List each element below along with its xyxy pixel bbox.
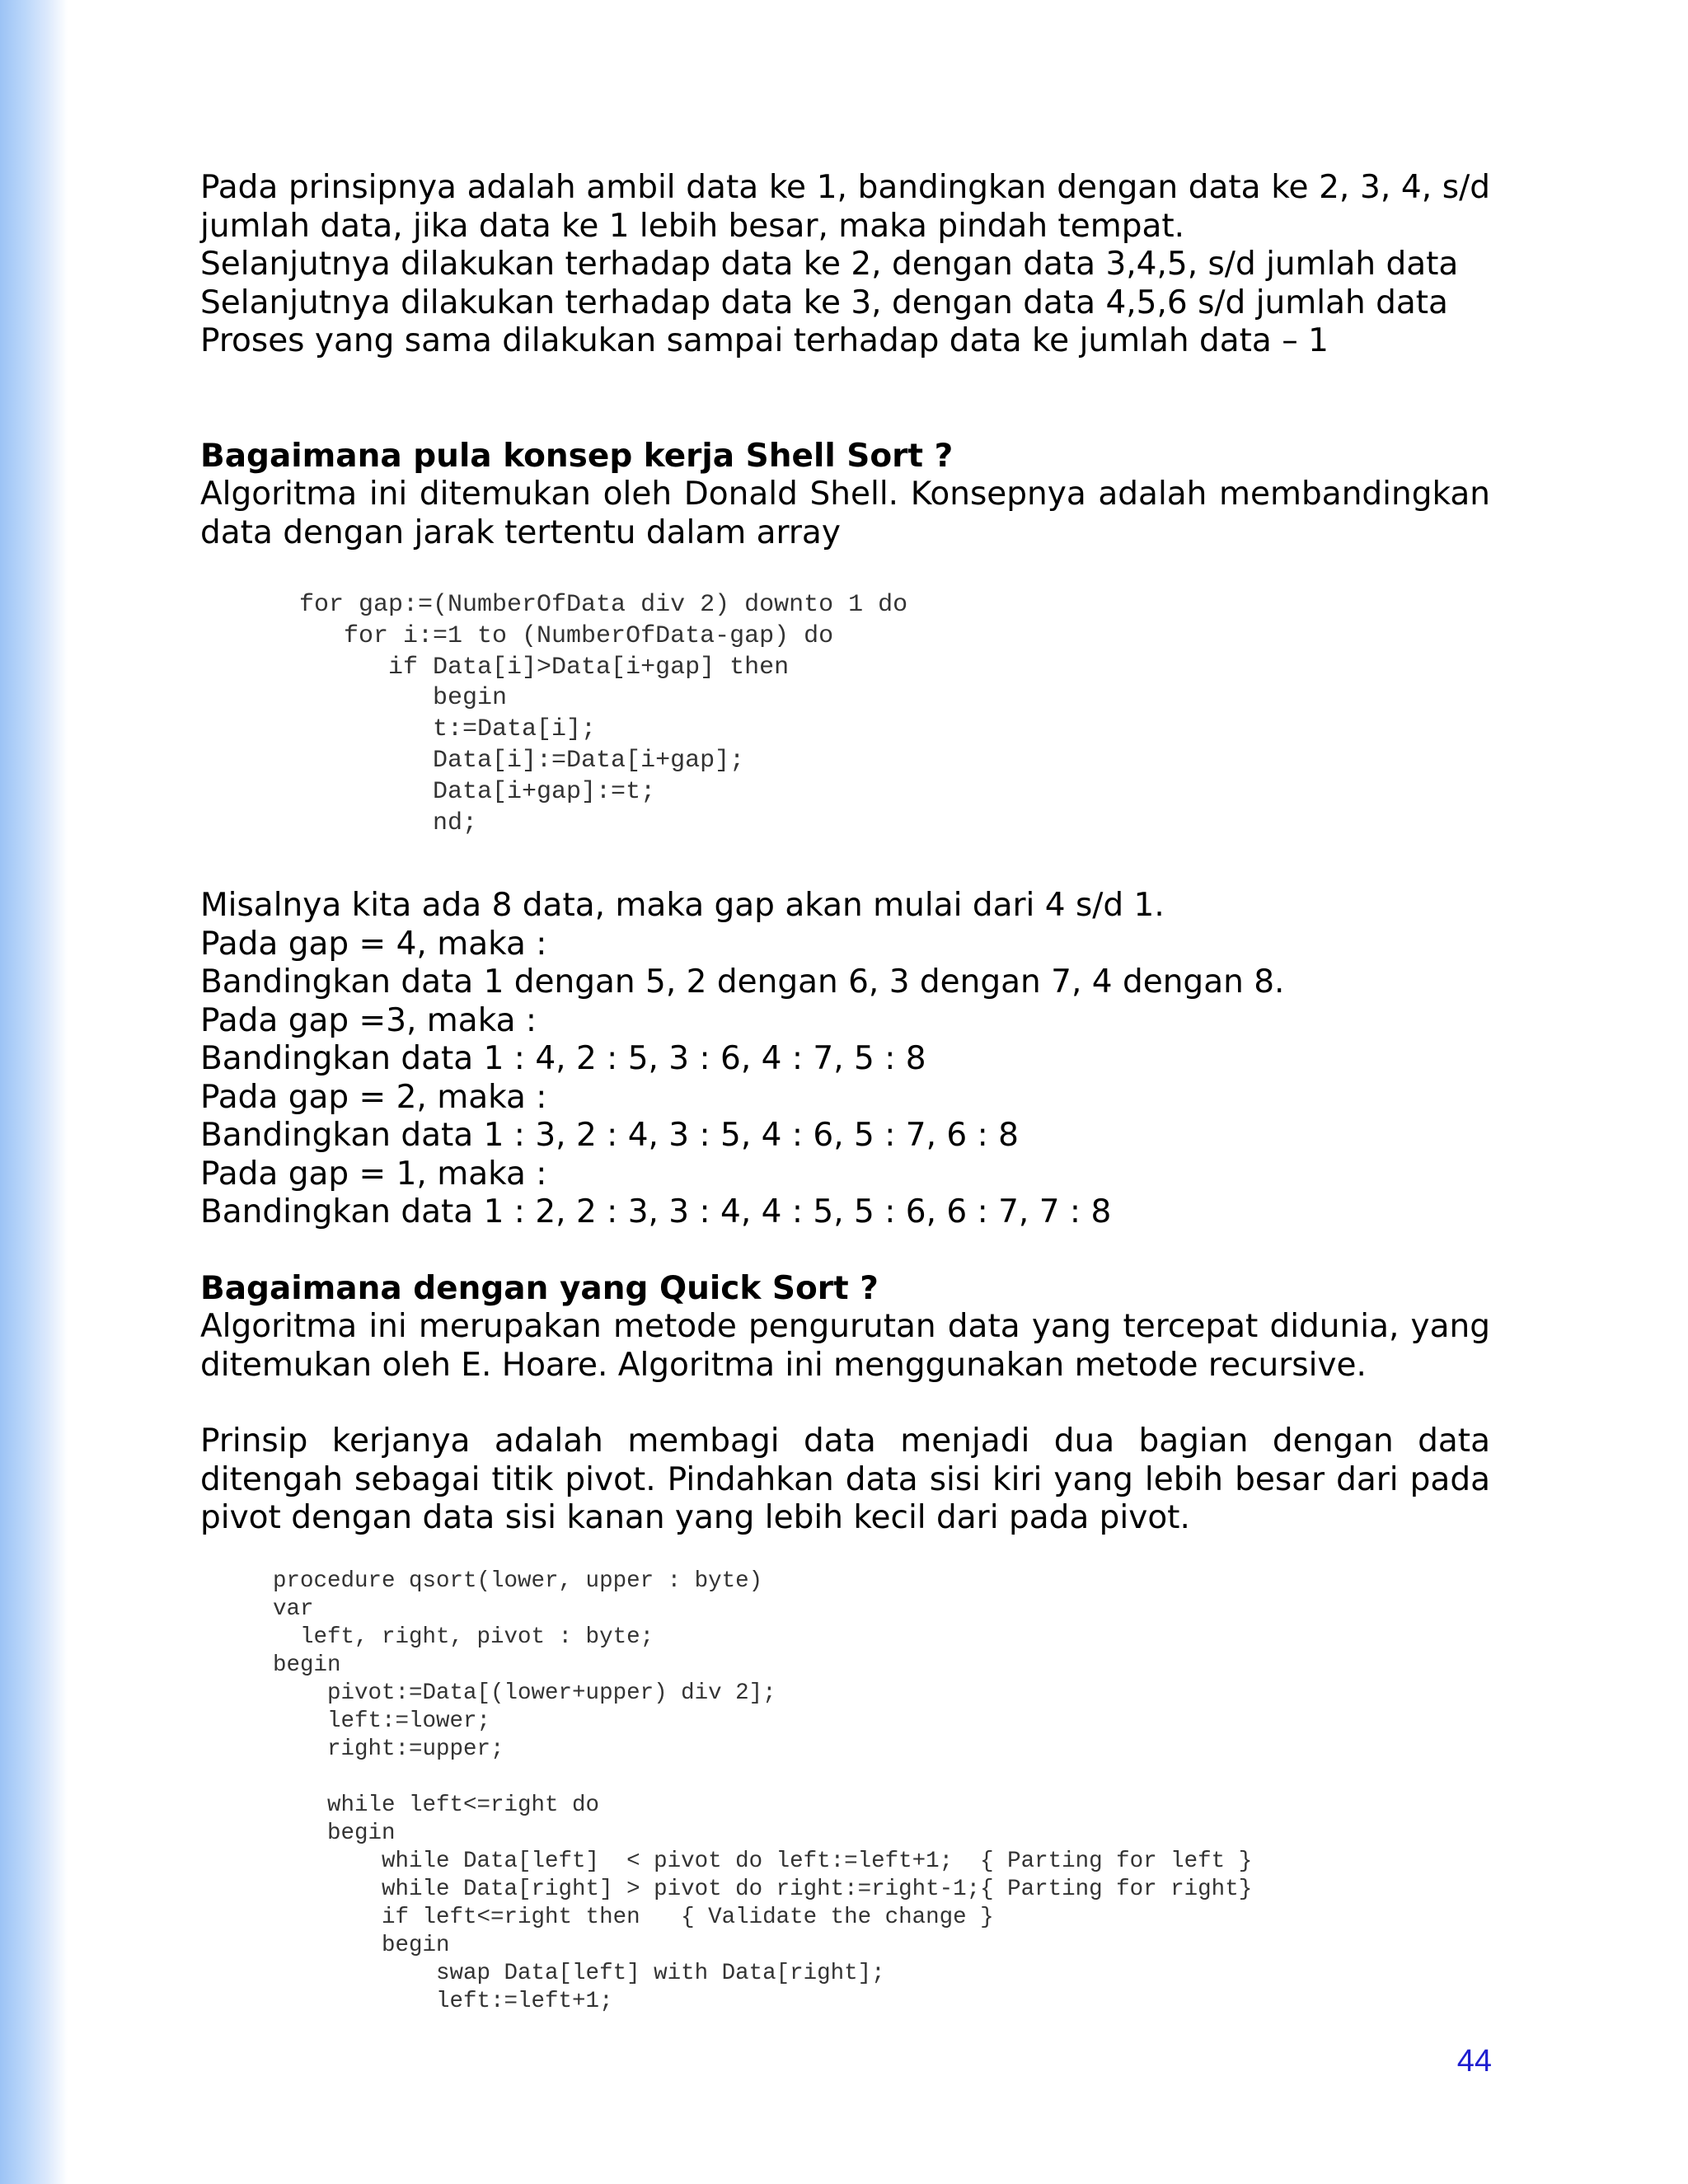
shell-example-line-3: Bandingkan data 1 dengan 5, 2 dengan 6, 3 dengan 7, 4 dengan 8. [200, 963, 1285, 1001]
shell-example-line-9: Bandingkan data 1 : 2, 2 : 3, 3 : 4, 4 : 5, 5 : 6, 6 : 7, 7 : 8 [200, 1193, 1112, 1231]
shell-example-line-4: Pada gap =3, maka : [200, 1001, 537, 1039]
quick-sort-paragraph-2: Prinsip kerjanya adalah membagi data menjadi dua bagian dengan data ditengah sebagai titik pivot. Pindahkan data sisi kiri yang lebih besar dari pada pivot dengan data sisi kanan yang lebih kecil dari pada pivot. [200, 1422, 1490, 1537]
intro-paragraph: Pada prinsipnya adalah ambil data ke 1, bandingkan dengan data ke 2, 3, 4, s/d jumlah data, jika data ke 1 lebih besar, maka pindah tempat. [200, 169, 1490, 245]
quick-sort-heading: Bagaimana dengan yang Quick Sort ? [200, 1269, 879, 1307]
quick-sort-paragraph-1: Algoritma ini merupakan metode pengurutan data yang tercepat didunia, yang ditemukan oleh E. Hoare. Algoritma ini menggunakan metode recursive. [200, 1308, 1490, 1384]
shell-sort-code: for gap:=(NumberOfData div 2) downto 1 do for i:=1 to (NumberOfData-gap) do if Data[i]>Data[i+gap] then begin t:=Data[i]; Data[i]:=Data[i+gap]; Data[i+gap]:=t; nd; [299, 591, 908, 837]
intro-line-3: Proses yang sama dilakukan sampai terhadap data ke jumlah data – 1 [200, 322, 1329, 359]
shell-example-line-1: Misalnya kita ada 8 data, maka gap akan mulai dari 4 s/d 1. [200, 887, 1165, 925]
shell-example-line-8: Pada gap = 1, maka : [200, 1155, 547, 1193]
shell-example-line-6: Pada gap = 2, maka : [200, 1078, 547, 1116]
shell-example-line-5: Bandingkan data 1 : 4, 2 : 5, 3 : 6, 4 : 7, 5 : 8 [200, 1040, 926, 1078]
shell-example-line-2: Pada gap = 4, maka : [200, 925, 547, 963]
shell-example-line-7: Bandingkan data 1 : 3, 2 : 4, 3 : 5, 4 : 6, 5 : 7, 6 : 8 [200, 1117, 1019, 1155]
shell-sort-paragraph: Algoritma ini ditemukan oleh Donald Shell. Konsepnya adalah membandingkan data dengan jarak tertentu dalam array [200, 476, 1490, 551]
page-content [200, 169, 1490, 2016]
side-gradient-bar [0, 0, 68, 2184]
intro-line-1: Selanjutnya dilakukan terhadap data ke 2, dengan data 3,4,5, s/d jumlah data [200, 246, 1459, 283]
intro-line-2: Selanjutnya dilakukan terhadap data ke 3, dengan data 4,5,6 s/d jumlah data [200, 284, 1448, 321]
quick-sort-code: procedure qsort(lower, upper : byte) var left, right, pivot : byte; begin pivot:=Data[(lower+upper) div 2]; left:=lower; right:=upper; while left<=right do begin while Data[left] < pivot do left:=left+1; { Parting for left } while Data[right] > pivot do right:=right-1;{ Parting for right} if left<=right then { Validate the change } begin swap Data[left] with Data[right]; left:=left+1; [273, 1568, 1253, 2014]
shell-sort-heading: Bagaimana pula konsep kerja Shell Sort ? [200, 437, 954, 475]
page-number: 44 [1456, 2044, 1492, 2079]
